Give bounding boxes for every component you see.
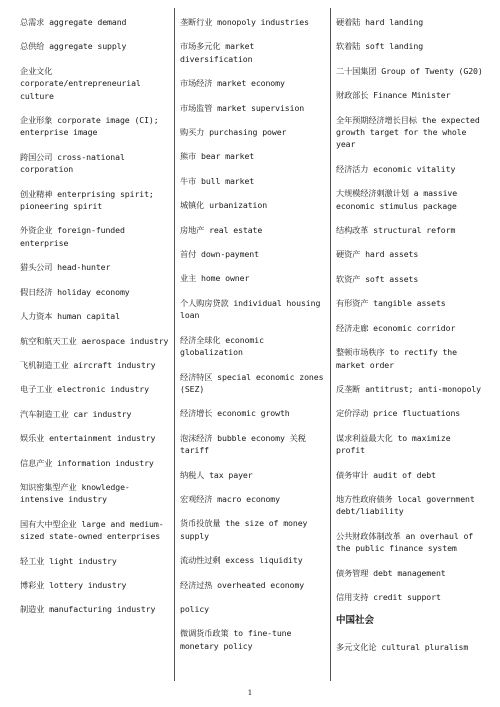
glossary-entry: 市场监管 market supervision xyxy=(180,102,305,113)
glossary-entry: 货币投放量 the size of money supply xyxy=(180,518,308,541)
glossary-entry: 纳税人 tax payer xyxy=(180,469,253,480)
glossary-entry: 经济特区 special economic zones (SEZ) xyxy=(180,371,324,394)
page-number: 1 xyxy=(247,688,253,697)
glossary-entry: 泡沫经济 bubble economy 关税 tariff xyxy=(180,432,306,456)
glossary-entry: 总供给 aggregate supply xyxy=(20,41,127,52)
glossary-entry: 首付 down-payment xyxy=(180,249,259,260)
glossary-entry: 反垄断 antitrust; anti-monopoly xyxy=(336,383,481,394)
glossary-entry: 制造业 manufacturing industry xyxy=(20,604,156,615)
glossary-entry: 有形资产 tangible assets xyxy=(336,298,446,309)
glossary-entry: 经济全球化 economic globalization xyxy=(180,334,264,358)
glossary-entry: 城镇化 urbanization xyxy=(180,200,268,211)
glossary-entry: 宏观经济 macro economy xyxy=(180,493,280,504)
glossary-entry: 地方性政府债务 local government debt/liability xyxy=(336,493,475,517)
glossary-entry: 娱乐业 entertainment industry xyxy=(20,433,156,444)
glossary-entry: 总需求 aggregate demand xyxy=(20,17,127,27)
glossary-entry: 跨国公司 cross-national corporation xyxy=(20,151,125,175)
glossary-entry: 公共财政体制改革 an overhaul of the public finance system xyxy=(336,530,474,554)
glossary-entry: 企业文化 corporate/entrepreneurial culture xyxy=(20,65,141,101)
glossary-entry: 软着陆 soft landing xyxy=(336,41,424,52)
glossary-entry: 二十国集团 Group of Twenty (G20) xyxy=(336,65,483,76)
glossary-entry: 牛市 bull market xyxy=(180,175,255,186)
glossary-entry: 经济增长 economic growth xyxy=(180,408,290,419)
glossary-entry: 信息产业 information industry xyxy=(20,457,154,468)
glossary-entry: 航空和航天工业 aerospace industry xyxy=(20,335,169,346)
glossary-entry: 市场多元化 market diversification xyxy=(180,41,255,64)
glossary-entry: 整顿市场秩序 to rectify the market order xyxy=(336,347,457,370)
column-divider xyxy=(174,8,175,681)
glossary-entry: 定价浮动 price fluctuations xyxy=(336,408,461,419)
glossary-entry: 硬着陆 hard landing xyxy=(336,17,424,27)
glossary-entry: 外资企业 foreign-funded enterprise xyxy=(20,225,125,248)
glossary-entry: 业主 home owner xyxy=(180,273,250,284)
glossary-entry: 谋求利益最大化 to maximize profit xyxy=(336,432,451,456)
glossary-entry: 汽车制造工业 car industry xyxy=(20,408,132,419)
glossary-entry: 经济活力 economic vitality xyxy=(336,163,456,174)
column-right xyxy=(336,16,484,681)
glossary-entry: 人力资本 human capital xyxy=(20,311,120,322)
glossary-entry: 个人购房贷款 individual housing loan xyxy=(180,297,321,321)
glossary-entry: 流动性过剩 excess liquidity xyxy=(180,555,303,566)
glossary-entry: 创业精神 enterprising spirit; pioneering spirit xyxy=(20,188,154,212)
glossary-entry: 微调货币政策 to fine-tune monetary policy xyxy=(180,628,292,651)
glossary-entry: 轻工业 light industry xyxy=(20,555,117,566)
glossary-entry: 软资产 soft assets xyxy=(336,273,419,284)
glossary-entry: 电子工业 electronic industry xyxy=(20,384,149,395)
glossary-entry: 飞机制造工业 aircraft industry xyxy=(20,359,156,370)
glossary-entry: 知识密集型产业 knowledge-intensive industry xyxy=(20,481,130,505)
glossary-entry: 债务管理 debt management xyxy=(336,567,446,578)
section-heading: 中国社会 xyxy=(336,615,375,627)
glossary-entry: 大规模经济刺激计划 a massive economic stimulus package xyxy=(336,188,458,211)
glossary-entry: 垄断行业 monopoly industries xyxy=(180,17,309,27)
glossary-entry: 硬资产 hard assets xyxy=(336,249,419,260)
glossary-entry: 财政部长 Finance Minister xyxy=(336,90,451,101)
glossary-entry: 全年预期经济增长目标 the expected growth target for the whole year xyxy=(336,114,480,150)
glossary-entry: 经济过热 overheated economy xyxy=(180,579,305,590)
glossary-entry: policy xyxy=(180,603,209,614)
glossary-entry: 企业形象 corporate image (CI); enterprise image xyxy=(20,115,159,138)
column-left xyxy=(20,16,170,681)
glossary-entry: 多元文化论 cultural pluralism xyxy=(336,642,469,653)
column-middle xyxy=(180,16,326,681)
glossary-entry: 购买力 purchasing power xyxy=(180,127,287,138)
glossary-entry: 博彩业 lottery industry xyxy=(20,579,127,590)
glossary-entry: 假日经济 holiday economy xyxy=(20,286,130,297)
glossary-entry: 债务审计 audit of debt xyxy=(336,469,436,480)
glossary-entry: 市场经济 market economy xyxy=(180,78,285,89)
glossary-entry: 猎头公司 head-hunter xyxy=(20,262,111,273)
glossary-entry: 经济走廊 economic corridor xyxy=(336,322,456,333)
glossary-entry: 熊市 bear market xyxy=(180,151,255,162)
glossary-entry: 结构改革 structural reform xyxy=(336,225,456,236)
glossary-entry: 信用支持 credit support xyxy=(336,591,441,602)
glossary-entry: 国有大中型企业 large and medium-sized state-owned enterprises xyxy=(20,518,164,542)
column-divider xyxy=(330,8,331,681)
glossary-entry: 房地产 real estate xyxy=(180,224,263,235)
